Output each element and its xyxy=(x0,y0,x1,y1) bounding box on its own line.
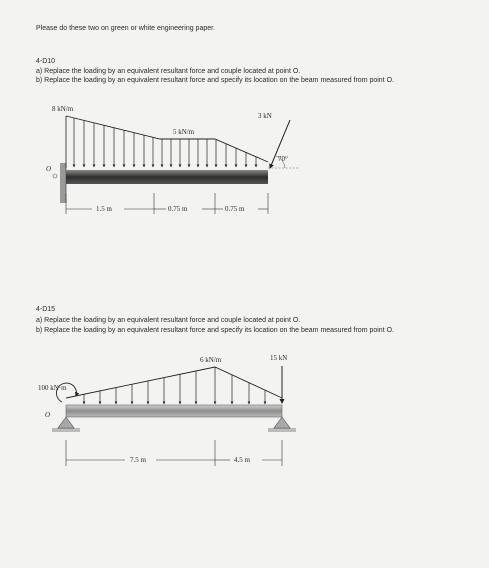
problem1-part-a: a) Replace the loading by an equivalent resultant force and couple located at point O. xyxy=(36,68,301,75)
problem2-code: 4-D15 xyxy=(36,306,56,313)
angle-label: 70° xyxy=(278,155,288,163)
beam xyxy=(66,170,268,184)
instructions-text: Please do these two on green or white engineering paper. xyxy=(36,25,216,32)
dim2-2-label: 4.5 m xyxy=(234,456,250,464)
problem2-part-b: b) Replace the loading by an equivalent resultant force and specify its location on the beam measured from point O. xyxy=(36,327,394,334)
distributed-load-arrows-2 xyxy=(84,367,265,404)
moment-label: 100 kN·m xyxy=(38,384,67,392)
load-peak-label: 6 kN/m xyxy=(200,356,222,364)
problem2-part-a: a) Replace the loading by an equivalent resultant force and couple located at point O. xyxy=(36,317,301,324)
distributed-load-arrows-1 xyxy=(74,118,256,167)
load-profile-2 xyxy=(66,367,282,398)
problem1-part-b: b) Replace the loading by an equivalent resultant force and specify its location on the beam measured from point O. xyxy=(36,77,394,84)
load-mid-label: 5 kN/m xyxy=(173,128,195,136)
load-left-label: 8 kN/m xyxy=(52,105,74,113)
point-load-label: 3 kN xyxy=(258,112,272,120)
roller-support xyxy=(274,417,290,428)
wall-support xyxy=(60,163,66,203)
dim1-label: 1.5 m xyxy=(96,205,112,213)
dim1-2-label: 7.5 m xyxy=(130,456,146,464)
problem1-code: 4-D10 xyxy=(36,58,56,65)
dim3-label: 0.75 m xyxy=(225,205,245,213)
point-o-2-label: O xyxy=(45,411,51,419)
problem2-diagram xyxy=(52,366,296,466)
point-o-label: O xyxy=(46,165,52,173)
dim2-label: 0.75 m xyxy=(168,205,188,213)
point-load-2-label: 15 kN xyxy=(270,354,288,362)
beam-2 xyxy=(66,405,282,417)
pin-support xyxy=(58,417,74,428)
load-profile-1 xyxy=(66,116,268,162)
